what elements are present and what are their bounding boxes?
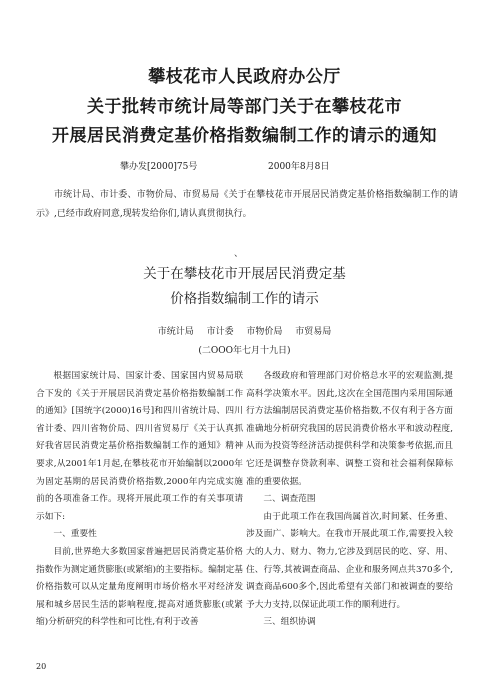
section-heading-3: 三、组织协调 (263, 617, 316, 628)
issuing-departments: 市统计局 市计委 市物价局 市贸易局 (157, 327, 332, 337)
section-heading-2: 二、调查范围 (263, 494, 316, 505)
right-paragraph-1: 各级政府和管理部门对价格总水平的宏观监测,提高科学决策水平。因此,这次在全国范围内采用国际通行方法编制居民消费定基价格指数,不仅有利于各方面准确地分析研究我国的居民消费价格水平和波动程度,从而为投资等经济活动提供科学和决策参考依据,而且它还是调整存贷款利率、调整工资和社会福利保障标准的重要依据。 (246, 371, 453, 487)
small-mark: 、 (234, 249, 244, 259)
document-number: 攀办发[2000]75号 (120, 162, 198, 172)
subtitle-date: (二OOO年七月十九日) (198, 346, 291, 356)
title-line-1: 攀枝花市人民政府办公厅 (148, 67, 341, 87)
subtitle-line-2: 价格指数编制工作的请示 (170, 291, 319, 307)
right-paragraph-2: 由于此项工作在我国尚属首次,时间紧、任务重、涉及面广、影响大。在我市开展此项工作,需要投入较大的人力、财力、物力,它涉及到居民的吃、穿、用、住、行等,其被调查商品、企业和服务网点共370多个,调查商品600多个,因此希望有关部门和被调查的要给予大力支持,以保证此项工作的顺利进行。 (246, 511, 453, 610)
page-number: 20 (36, 662, 47, 671)
title-line-3: 开展居民消费定基价格指数编制工作的请示的通知 (52, 126, 437, 146)
left-column (36, 368, 243, 632)
subtitle-line-1: 关于在攀枝花市开展居民消费定基 (143, 266, 346, 282)
left-paragraph-1: 根据国家统计局、国家计委、国家国内贸易局联合下发的《关于开展居民消费定基价格指数编制工作的通知》[国统字(2000)16号]和四川省统计局、四川省计委、四川省物价局、四川省贸易厅《关于认真抓好我省居民消费定基价格指数编制工作的通知》精神要求,从2001年1月起,在攀枝花市开始编制以2000年为固定基期的居民消费价格指数,2000年内完成实施前的各项准备工作。现将开展此项工作的有关事项请示如下: (36, 371, 243, 522)
title-line-2: 关于批转市统计局等部门关于在攀枝花市 (87, 97, 402, 117)
section-heading-1: 一、重要性 (53, 529, 97, 540)
document-date: 2000年8月8日 (268, 162, 330, 172)
left-paragraph-2: 目前,世界绝大多数国家普遍把居民消费定基价格指数作为测定通货膨胀(或紧缩)的主要指标。编制定基价格指数可以从定量角度阐明市场价格水平对经济发展和城乡居民生活的影响程度,提高对通货膨胀(或紧缩)分析研究的科学性和可比性,有利于改善 (36, 546, 243, 628)
intro-paragraph: 市统计局、市计委、市物价局、市贸易局《关于在攀枝花市开展居民消费定基价格指数编制工作的请示》,已经市政府同意,现转发给你们,请认真贯彻执行。 (36, 190, 458, 219)
right-column (246, 368, 453, 632)
